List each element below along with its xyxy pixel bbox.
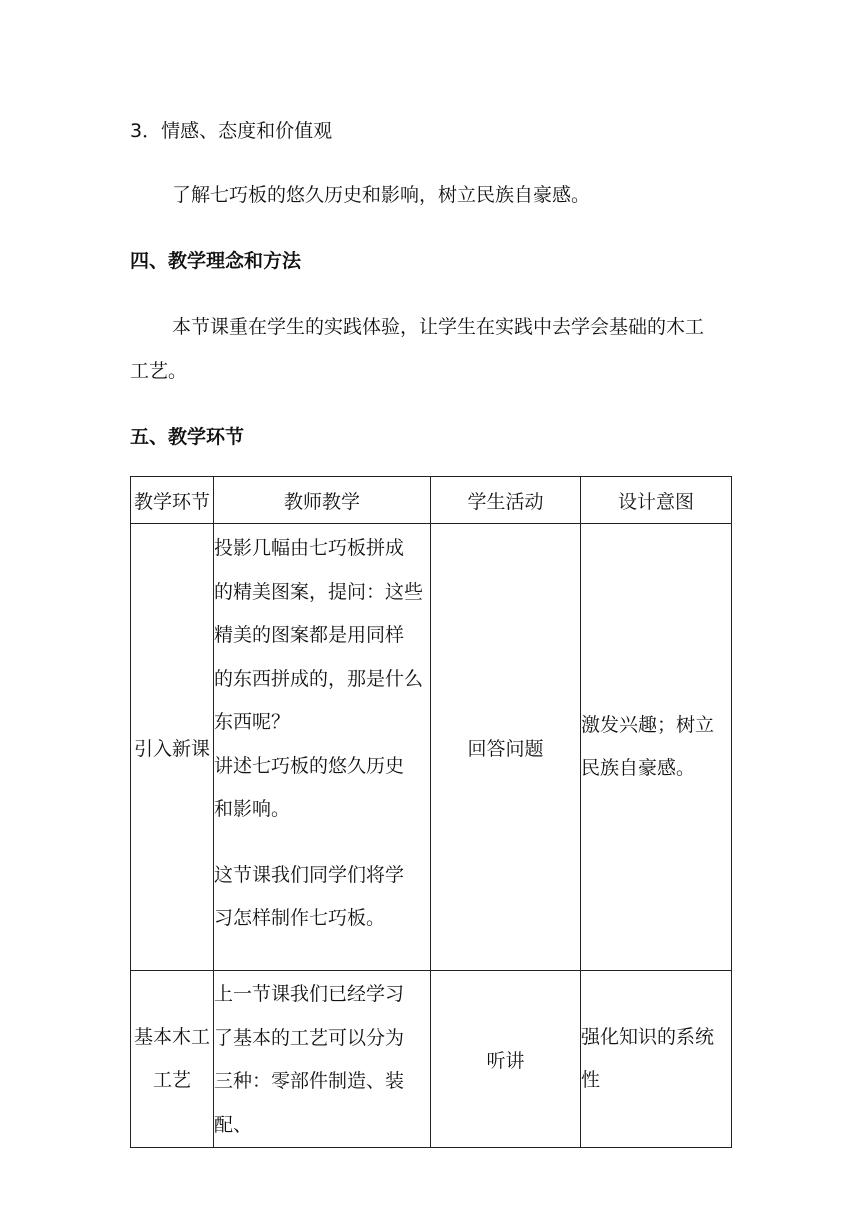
section-3-heading [130, 116, 332, 143]
section-3-body: 了解七巧板的悠久历史和影响，树立民族自豪感。 [172, 184, 591, 206]
teacher-line: 了基本的工艺可以分为 [214, 1026, 405, 1049]
teacher-line: 习怎样制作七巧板。 [214, 907, 386, 929]
intent-line: 民族自豪感。 [581, 757, 696, 779]
teacher-line: 精美的图案都是用同样 [214, 624, 405, 646]
intent-line: 性 [581, 1069, 601, 1091]
section-4-title: 四、教学理念和方法 [130, 250, 302, 272]
lesson-table [130, 476, 732, 1148]
section-3-number: 3． [130, 120, 162, 142]
teacher-line: 和影响。 [214, 798, 291, 820]
table-header-row [131, 477, 732, 524]
teacher-cell [214, 971, 431, 1148]
student-cell: 回答问题 [431, 524, 581, 971]
header-cell: 设计意图 [581, 477, 732, 524]
teacher-cell [214, 524, 431, 971]
teacher-line: 讲述七巧板的悠久历史 [214, 754, 405, 777]
stage-line: 工艺 [152, 1069, 191, 1091]
student-cell: 听讲 [431, 971, 581, 1148]
teacher-line: 的东西拼成的，那是什么 [214, 667, 424, 690]
section-3-title: 情感、态度和价值观 [161, 120, 333, 142]
section-5-title: 五、教学环节 [130, 426, 245, 448]
teacher-line: 东西呢？ [214, 711, 291, 733]
header-cell: 教师教学 [214, 477, 431, 524]
intent-line: 强化知识的系统 [581, 1025, 715, 1048]
stage-line: 基本木工 [133, 1025, 210, 1048]
teacher-line: 上一节课我们已经学习 [214, 983, 405, 1005]
intent-line: 激发兴趣；树立 [581, 713, 715, 736]
intent-cell [581, 524, 732, 971]
header-cell: 教学环节 [131, 477, 214, 524]
header-cell: 学生活动 [431, 477, 581, 524]
stage-cell [131, 971, 214, 1148]
teacher-line: 这节课我们同学们将学 [214, 863, 405, 886]
teacher-line: 的精美图案，提问：这些 [214, 580, 424, 603]
teacher-line: 投影几幅由七巧板拼成 [214, 537, 405, 559]
section-4-body-line1: 本节课重在学生的实践体验，让学生在实践中去学会基础的木工 [172, 316, 705, 338]
stage-cell: 引入新课 [131, 524, 214, 971]
table-row [131, 971, 732, 1148]
intent-cell [581, 971, 732, 1148]
table-row [131, 524, 732, 971]
teacher-line: 三种：零部件制造、装配、 [214, 1070, 405, 1136]
section-4-body-line2: 工艺。 [130, 360, 188, 382]
